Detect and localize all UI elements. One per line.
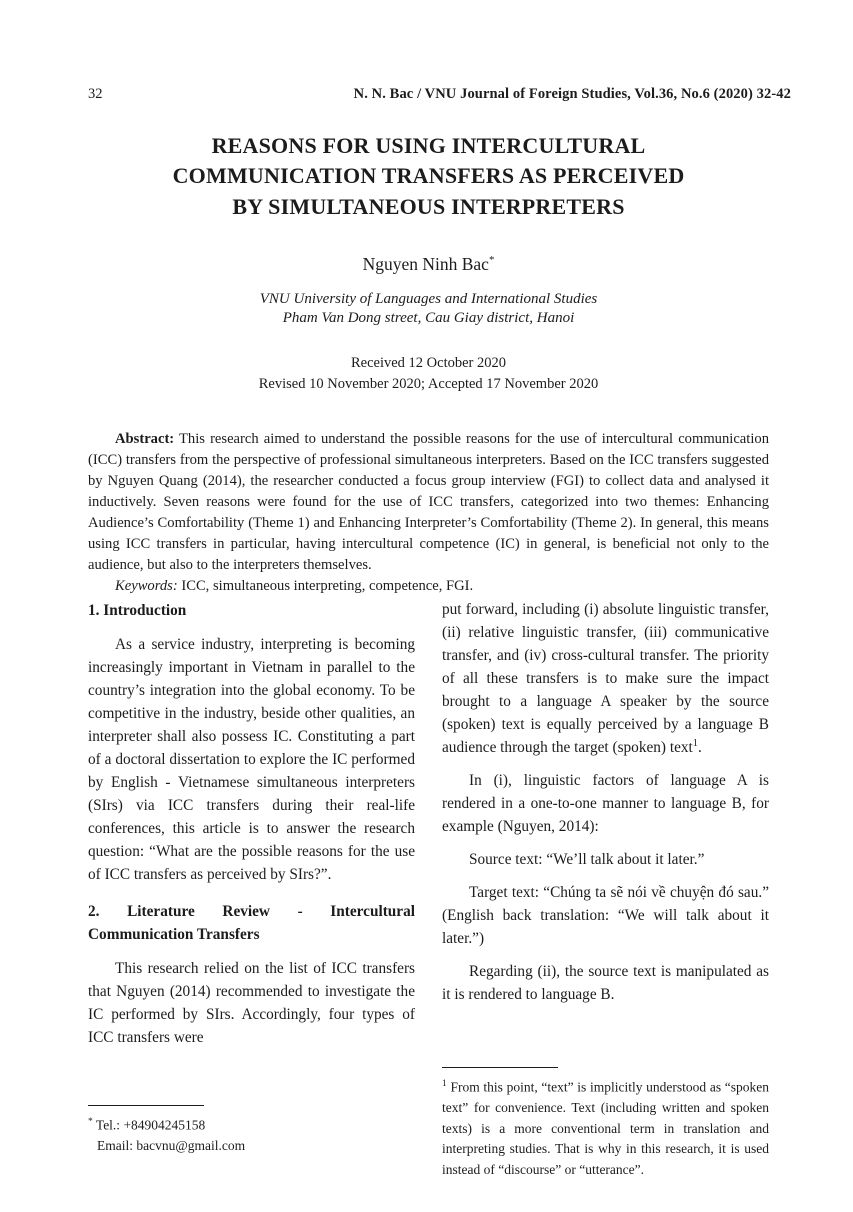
article-title-line: BY SIMULTANEOUS INTERPRETERS [232, 193, 625, 219]
section-heading-introduction: 1. Introduction [88, 602, 187, 620]
footnote-email: Email: bacvnu@gmail.com [97, 1137, 246, 1153]
affiliation [88, 290, 769, 328]
revised-accepted-date: Revised 10 November 2020; Accepted 17 November 2020 [258, 376, 599, 393]
example-target-text: Target text: “Chúng ta sẽ nói về chuyện đó sau.” (English back translation: “We will talk about it later.”) [442, 884, 769, 948]
running-head [88, 86, 791, 103]
right-column [442, 598, 769, 1180]
abstract [88, 429, 769, 576]
author-name-text: Nguyen Ninh Bac [362, 254, 489, 275]
abstract-text: This research aimed to understand the possible reasons for the use of intercultural communication (ICC) transfers from the perspective of professional simultaneous interpreters. Based on the ICC transfers suggested by Nguyen Quang (2014), the researcher conducted a focus group interview (FGI) to collect data and analysed it inductively. Seven reasons were found for the use of ICC transfers, categorized into two themes: Enhancing Audience’s Comfortability (Theme 1) and Enhancing Interpreter’s Comfortability (Theme 2). In general, this means using ICC transfers in particular, having intercultural competence (IC) in general, is beneficial not only to the audience, but also to the interpreters themselves. [88, 431, 769, 574]
footnote-rule [88, 1105, 204, 1106]
example-source-text: Source text: “We’ll talk about it later.” [469, 851, 705, 869]
author-name [88, 254, 769, 275]
body-paragraph: In (i), linguistic factors of language A is rendered in a one-to-one manner to language B, for example (Nguyen, 2014): [442, 772, 769, 836]
article-title [88, 131, 769, 222]
affiliation-line: VNU University of Languages and International Studies [259, 291, 598, 308]
footnote-mark: * [88, 1116, 93, 1127]
paragraph-text: put forward, including (i) absolute linguistic transfer, (ii) relative linguistic transfer, (iii) communicative transfer, and (iv) cross-cultural transfer. The priority of all these transfers is to make sure the impact brought to a language A speaker by the source (spoken) text is equally perceived by a language B audience through the target (spoken) text [442, 601, 769, 757]
footnote-text: From this point, “text” is implicitly understood as “spoken text” for convenience. Text (including written and spoken texts) is a more conventional term in translation and interpreting studies. That is why in this research, it is used instead of “discourse” or “utterance”. [442, 1079, 769, 1177]
footnote-1 [442, 1067, 769, 1180]
footnote-tel-line [88, 1112, 415, 1136]
footnote-reference: 1 [692, 738, 699, 750]
keywords-label: Keywords: [115, 578, 178, 595]
body-paragraph: Regarding (ii), the source text is manipulated as it is rendered to language B. [442, 963, 769, 1004]
page-number: 32 [88, 86, 103, 102]
body-paragraph: As a service industry, interpreting is becoming increasingly important in Vietnam in parallel to the country’s integration into the global economy. To be competitive in the industry, beside other qualities, an interpreter shall also possess IC. Constituting a part of a doctoral dissertation to explore the IC performed by English - Vietnamese simultaneous interpreters (SIrs) via ICC transfers during their real-life conferences, this article is to answer the research question: “What are the possible reasons for the use of ICC transfers as perceived by SIrs?”. [88, 636, 415, 884]
keywords [88, 576, 769, 597]
section-heading-literature-review: 2. Literature Review - Intercultural Communication Transfers [88, 903, 415, 944]
footnote-1-body [442, 1074, 769, 1180]
body-paragraph [442, 598, 769, 759]
author-footnote-mark: * [488, 254, 495, 267]
article-title-line: COMMUNICATION TRANSFERS AS PERCEIVED [172, 163, 685, 189]
left-column [88, 598, 415, 1180]
affiliation-line: Pham Van Dong street, Cau Giay district, Hanoi [282, 310, 575, 327]
running-title: N. N. Bac / VNU Journal of Foreign Studies, Vol.36, No.6 (2020) 32-42 [353, 86, 791, 102]
footnote-tel: Tel.: +84904245158 [95, 1117, 206, 1133]
two-column-body [88, 598, 769, 1180]
footnote-rule [442, 1067, 558, 1068]
article-dates [88, 353, 769, 395]
body-paragraph: This research relied on the list of ICC transfers that Nguyen (2014) recommended to investigate the IC performed by SIrs. Accordingly, four types of ICC transfers were [88, 960, 415, 1047]
footnote-mark: 1 [442, 1079, 447, 1090]
keywords-text: ICC, simultaneous interpreting, competence, FGI. [181, 578, 474, 595]
received-date: Received 12 October 2020 [350, 355, 507, 372]
paragraph-period: . [698, 739, 702, 757]
author-contact-footnote [88, 1105, 415, 1157]
article-title-line: REASONS FOR USING INTERCULTURAL [211, 133, 646, 158]
abstract-label: Abstract: [115, 431, 175, 448]
